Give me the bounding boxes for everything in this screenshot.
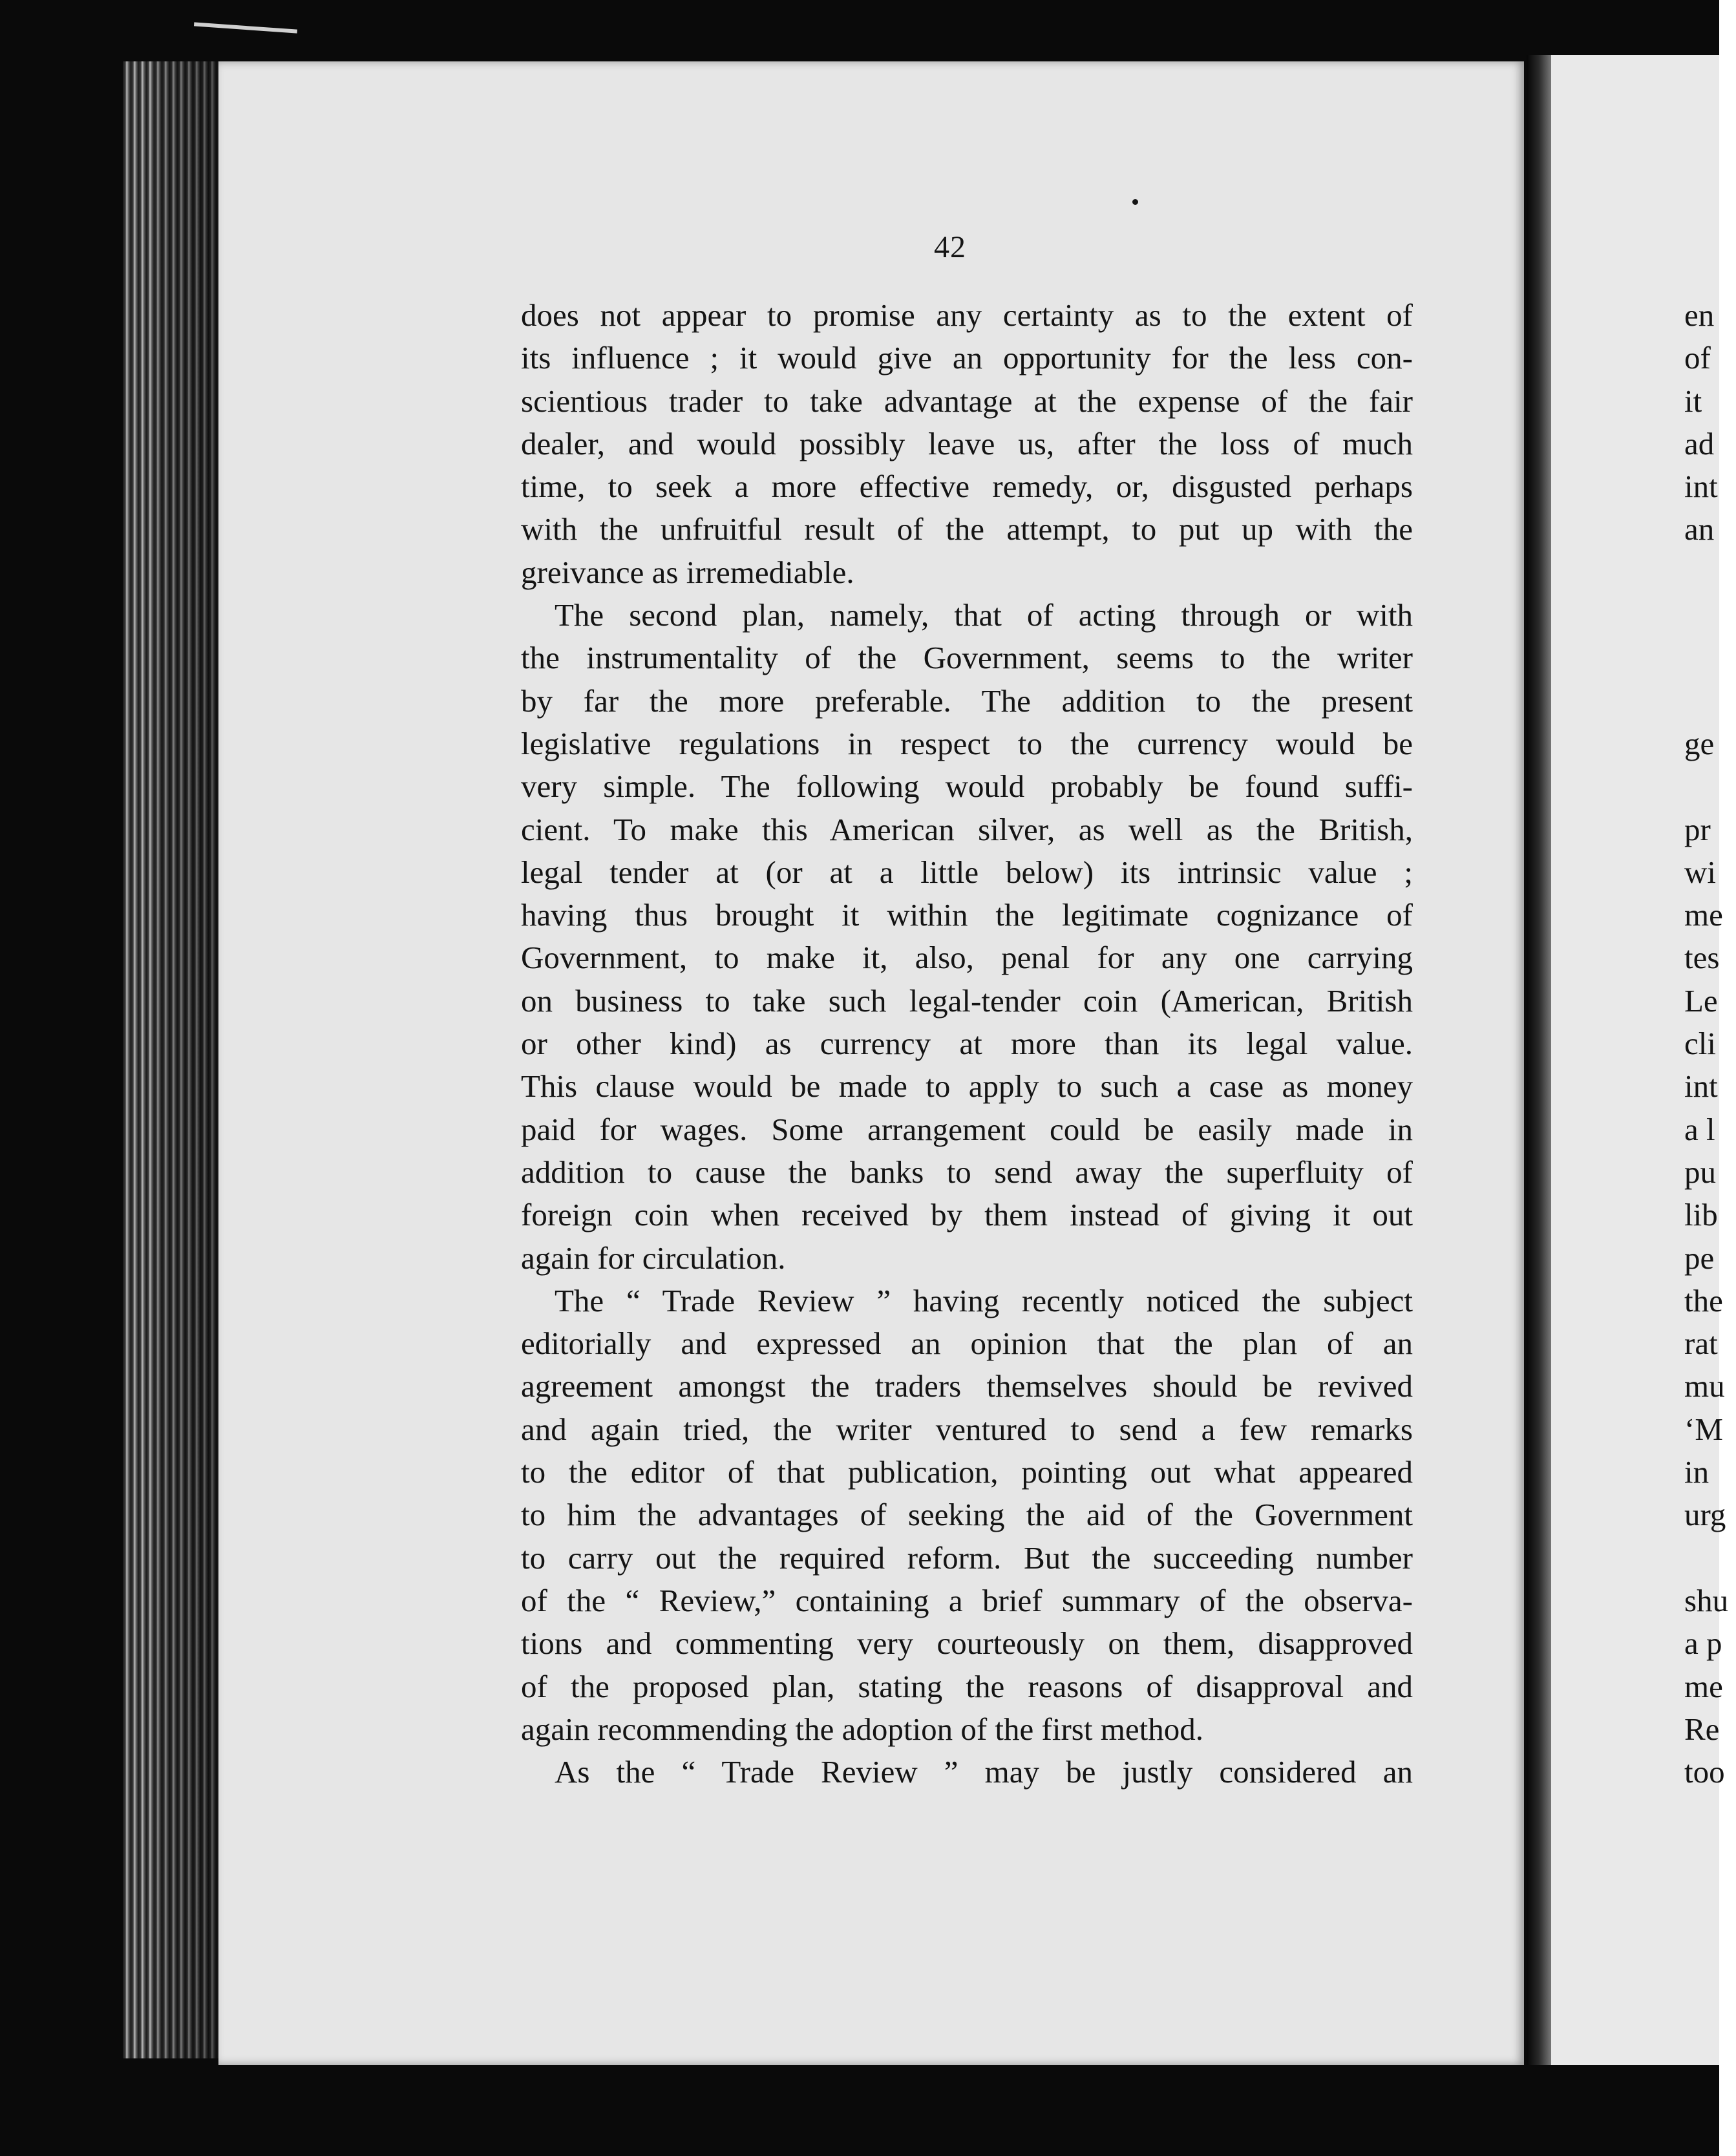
facing-text-fragment: cli: [1684, 1026, 1716, 1062]
ink-dot: [1132, 199, 1138, 205]
text-line: editorially and expressed an opinion that the plan of an: [521, 1326, 1413, 1362]
facing-text-fragment: a p: [1684, 1625, 1722, 1662]
text-line: greivance as irremediable.: [521, 554, 854, 590]
text-line: time, to seek a more effective remedy, or, disgusted perhaps: [521, 469, 1413, 505]
text-line: again recommending the adoption of the first method.: [521, 1711, 1203, 1747]
facing-text-fragment: ad: [1684, 425, 1715, 461]
facing-text-fragment: urg: [1684, 1497, 1726, 1533]
text-line: does not appear to promise any certainty as to the extent of: [521, 297, 1413, 333]
facing-text-fragment: of: [1684, 340, 1711, 376]
text-line: of the “ Review,” containing a brief summary of the observa-: [521, 1582, 1413, 1618]
facing-text-fragment: en: [1684, 297, 1715, 333]
facing-text-fragment: a l: [1684, 1111, 1715, 1147]
text-line: very simple. The following would probably be found suffi-: [521, 768, 1413, 805]
facing-text-fragment: int: [1684, 469, 1718, 505]
facing-text-fragment: int: [1684, 1068, 1718, 1104]
facing-text-fragment: Re: [1684, 1711, 1720, 1747]
text-line: paid for wages. Some arrangement could be easily made in: [521, 1111, 1413, 1147]
text-line: cient. To make this American silver, as well as the British,: [521, 811, 1413, 847]
text-line: the instrumentality of the Government, seems to the writer: [521, 640, 1413, 676]
facing-text-fragment: pu: [1684, 1154, 1716, 1190]
facing-text-fragment: [1684, 680, 1736, 723]
text-line: scientious trader to take advantage at the expense of the fair: [521, 383, 1413, 419]
text-line: This clause would be made to apply to such a case as money: [521, 1068, 1413, 1104]
text-line: having thus brought it within the legitimate cognizance of: [521, 897, 1413, 933]
facing-text-fragment: pe: [1684, 1240, 1715, 1276]
gutter-fold: [1527, 55, 1551, 2065]
page-number: 42: [934, 230, 966, 264]
facing-page-text: [1684, 294, 1736, 1793]
facing-text-fragment: in: [1684, 1454, 1710, 1490]
facing-text-fragment: pr: [1684, 811, 1711, 847]
facing-text-fragment: ge: [1684, 725, 1715, 761]
page-body-text: [521, 294, 1413, 1793]
facing-text-fragment: ‘M: [1684, 1411, 1723, 1447]
facing-text-fragment: [1684, 551, 1736, 594]
facing-text-fragment: [1684, 637, 1736, 679]
text-line: The “ Trade Review ” having recently noticed the subject: [555, 1282, 1413, 1318]
text-line: on business to take such legal-tender coin (American, British: [521, 982, 1413, 1019]
text-line: again for circulation.: [521, 1240, 786, 1276]
facing-text-fragment: Le: [1684, 982, 1718, 1019]
facing-text-fragment: [1684, 765, 1736, 808]
text-line: to him the advantages of seeking the aid of the Government: [521, 1497, 1413, 1533]
facing-text-fragment: rat: [1684, 1326, 1718, 1362]
facing-text-fragment: it: [1684, 383, 1702, 419]
binding-shadow: [155, 61, 220, 2058]
text-line: agreement amongst the traders themselves should be revived: [521, 1368, 1413, 1404]
text-line: to the editor of that publication, pointing out what appeared: [521, 1454, 1413, 1490]
text-line: foreign coin when received by them instead of giving it out: [521, 1197, 1413, 1233]
text-line: its influence ; it would give an opportunity for the less con-: [521, 340, 1413, 376]
text-line: dealer, and would possibly leave us, after the loss of much: [521, 425, 1413, 461]
text-line: of the proposed plan, stating the reasons of disapproval and: [521, 1668, 1413, 1704]
text-line: with the unfruitful result of the attempt, to put up with the: [521, 511, 1413, 547]
facing-text-fragment: me: [1684, 1668, 1723, 1704]
facing-text-fragment: [1684, 1537, 1736, 1580]
text-line: The second plan, namely, that of acting through or with: [555, 597, 1413, 633]
facing-text-fragment: [1684, 594, 1736, 637]
text-line: and again tried, the writer ventured to send a few remarks: [521, 1411, 1413, 1447]
facing-text-fragment: shu: [1684, 1582, 1729, 1618]
text-line: addition to cause the banks to send away the superfluity of: [521, 1154, 1413, 1190]
text-line: As the “ Trade Review ” may be justly considered an: [555, 1754, 1413, 1790]
facing-text-fragment: wi: [1684, 854, 1716, 890]
facing-text-fragment: the: [1684, 1282, 1723, 1318]
text-line: Government, to make it, also, penal for any one carrying: [521, 940, 1413, 976]
text-line: to carry out the required reform. But the succeeding number: [521, 1539, 1413, 1576]
text-line: legislative regulations in respect to the currency would be: [521, 725, 1413, 761]
facing-text-fragment: me: [1684, 897, 1723, 933]
facing-text-fragment: an: [1684, 511, 1715, 547]
facing-text-fragment: mu: [1684, 1368, 1725, 1404]
text-line: or other kind) as currency at more than its legal value.: [521, 1026, 1413, 1062]
text-line: legal tender at (or at a little below) its intrinsic value ;: [521, 854, 1413, 890]
facing-text-fragment: tes: [1684, 940, 1720, 976]
facing-text-fragment: lib: [1684, 1197, 1718, 1233]
text-line: by far the more preferable. The addition to the present: [521, 682, 1413, 719]
text-line: tions and commenting very courteously on them, disapproved: [521, 1625, 1413, 1662]
facing-text-fragment: too: [1684, 1754, 1725, 1790]
